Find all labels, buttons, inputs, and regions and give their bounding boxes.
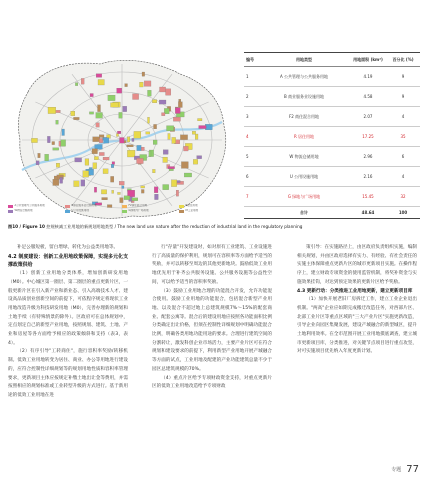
land-parcel	[148, 117, 150, 123]
legend-swatch	[8, 205, 13, 208]
text-column-3	[297, 244, 417, 357]
land-parcel	[93, 137, 100, 142]
land-parcel	[166, 89, 171, 96]
map-legend	[8, 204, 236, 213]
land-parcel	[96, 74, 102, 78]
legend-item	[65, 204, 122, 208]
land-parcel	[163, 157, 168, 162]
land-parcel	[111, 103, 119, 107]
land-parcel	[96, 123, 100, 127]
land-parcel	[167, 126, 174, 131]
land-parcel	[108, 95, 115, 101]
legend-item	[179, 204, 236, 208]
table-row	[244, 167, 420, 187]
land-parcel	[176, 190, 179, 196]
land-parcel	[60, 177, 63, 183]
land-parcel	[75, 158, 82, 162]
land-parcel	[184, 146, 189, 151]
land-parcel	[103, 157, 109, 160]
figure-caption	[8, 224, 308, 229]
table-row	[244, 107, 420, 127]
land-parcel	[56, 163, 60, 167]
land-parcel	[148, 90, 152, 96]
land-parcel	[155, 194, 159, 200]
table-row	[244, 127, 420, 147]
legend-item	[8, 204, 65, 208]
legend-swatch	[65, 210, 70, 213]
land-parcel	[93, 163, 97, 169]
land-parcel	[144, 81, 151, 87]
land-parcel	[122, 186, 124, 189]
legend-item	[8, 209, 65, 213]
row-number: 6	[244, 167, 258, 187]
section-heading: 4.3 更新行动：分类推进工业用地更新，建立更新项目库	[297, 288, 413, 294]
land-parcel	[134, 131, 141, 138]
table-total-row	[244, 207, 420, 219]
land-parcel	[31, 138, 37, 142]
row-land-type: A 公共管理与公共服务用地	[258, 67, 350, 87]
row-land-type: U 公用设施用地	[258, 167, 350, 187]
land-parcel	[47, 136, 50, 143]
land-parcel	[137, 158, 144, 163]
land-parcel	[99, 138, 103, 142]
row-number: 4	[244, 127, 258, 147]
land-parcel	[173, 117, 180, 121]
row-area: 2.16	[350, 167, 386, 187]
land-parcel	[59, 141, 61, 146]
section-heading: 4.2 制度建设：创新工业用地政策保障，实现多元化支撑政策供给	[8, 253, 128, 269]
land-parcel	[133, 94, 139, 100]
land-parcel	[101, 190, 106, 194]
land-parcel	[127, 137, 130, 142]
land-parcel	[149, 151, 151, 157]
row-area: 4.58	[350, 87, 386, 107]
land-parcel	[112, 162, 115, 165]
land-use-map-svg	[8, 52, 236, 227]
land-parcel	[102, 198, 108, 200]
legend-item	[122, 209, 179, 213]
row-percent: 6	[386, 147, 420, 167]
land-use-map	[8, 52, 236, 227]
row-land-type: R 居住用地	[258, 127, 350, 147]
land-parcel	[74, 181, 80, 187]
row-area: 15.45	[350, 187, 386, 207]
row-percent: 32	[386, 187, 420, 207]
land-parcel	[120, 198, 124, 203]
land-parcel	[154, 187, 158, 193]
land-parcel	[163, 150, 168, 155]
land-parcel	[123, 106, 127, 112]
land-parcel	[117, 88, 122, 93]
land-parcel	[199, 126, 207, 129]
land-parcel	[180, 135, 187, 140]
row-percent: 9	[386, 67, 420, 87]
row-area: 2.07	[350, 107, 386, 127]
header-no: 编号	[244, 53, 258, 67]
land-parcel	[38, 153, 41, 158]
land-parcel	[132, 198, 138, 201]
row-area: 4.19	[350, 67, 386, 87]
land-parcel	[98, 105, 101, 112]
land-parcel	[83, 171, 89, 177]
paragraph: 补足公服短板，留白增绿，转化为公益类用地等。	[17, 245, 119, 250]
land-parcel	[197, 156, 202, 159]
total-spacer	[244, 207, 258, 219]
row-number: 3	[244, 107, 258, 127]
row-percent: 9	[386, 87, 420, 107]
land-parcel	[137, 145, 142, 150]
land-parcel	[142, 72, 145, 76]
land-parcel	[195, 134, 198, 139]
footer-section: 专题	[391, 467, 402, 473]
land-parcel	[112, 190, 114, 193]
land-parcel	[111, 164, 114, 168]
land-parcel	[127, 145, 134, 147]
table-header-row	[244, 53, 420, 67]
total-label: 合计	[258, 207, 350, 219]
legend-swatch	[122, 205, 127, 208]
paragraph: （2）有序引导"工转商住"，施行容积率奖励/转移机制。低效工业用地转变为居住、商业、办公等用地进行建设的，应符合控制性详细规划等的规划用地性质和容积率管理要求，更新项目主体应按规定补缴土地出让金等费用，并需按照相应的规划标准或工业转型升级的方式进行。基于新用途的低效工业用地在进	[8, 349, 128, 398]
land-parcel	[45, 154, 49, 161]
row-number: 7	[244, 187, 258, 207]
page-number: 77	[406, 464, 419, 475]
land-parcel	[140, 82, 144, 87]
row-percent: 35	[386, 127, 420, 147]
land-parcel	[181, 162, 188, 169]
land-parcel	[192, 131, 196, 134]
legend-swatch	[65, 205, 70, 208]
land-parcel	[118, 192, 121, 194]
land-parcel	[119, 181, 124, 185]
land-parcel	[94, 157, 98, 160]
land-parcel	[103, 169, 108, 174]
land-parcel	[96, 113, 103, 119]
legend-swatch	[179, 205, 184, 208]
land-parcel	[85, 159, 89, 166]
row-number: 5	[244, 147, 258, 167]
land-parcel	[168, 134, 170, 140]
header-area: 用地面积 (km²)	[350, 53, 386, 67]
land-parcel	[172, 137, 176, 143]
row-number: 2	[244, 87, 258, 107]
land-parcel	[171, 180, 177, 187]
land-parcel	[160, 87, 166, 92]
land-parcel	[125, 84, 128, 87]
land-parcel	[56, 120, 59, 124]
legend-swatch	[179, 210, 184, 213]
legend-label: U公用设施用地	[71, 209, 89, 212]
paragraph: 策引导：在实施路径上，由区政府负责组织实施，编制相关规划，并由区政府选择有实力、有经验、有社会责任的实施主体保障重点更新片区的城市更新项目实施。在操作程序上，建立财政专项资金的使用监管机制，将奖补资金与实施效果挂钩，对达到预定效果的更新片区给予奖励。	[297, 245, 417, 285]
land-parcel	[127, 150, 135, 157]
land-parcel	[153, 140, 157, 145]
legend-label: M工业用地	[185, 209, 199, 212]
page-footer	[391, 465, 419, 475]
land-parcel	[94, 187, 96, 192]
land-parcel	[116, 134, 118, 137]
land-parcel	[193, 159, 198, 164]
paragraph: （3）鼓励工业用地合理的功能混合开发，允许功能混合使用。鼓励工业用地的功能混合，包括混合新型产业用地、以及混合不超过地上总建筑规模7%～15%的配套商业、配套公寓等。混合后的建设用地应按照各功能面积比例分类确定出让价格，但须在控制性详细规划中明确功能混合比例，明确各类用地功能用途的要求。合理进行建筑空间的分割转让，激发科创企业市场活力，主要产业片区可在符合规划和建设要求的前提下，利用新型产业用地开展产城融合等方面的试点，工业用地及配建的产业功能建筑总量不少于园区总建筑规模的70%。	[152, 288, 272, 372]
land-parcel	[89, 112, 93, 114]
land-parcel	[99, 135, 104, 138]
land-use-table	[244, 52, 420, 219]
land-parcel	[141, 147, 144, 151]
table-row	[244, 67, 420, 87]
table-row	[244, 87, 420, 107]
land-parcel	[56, 110, 61, 113]
land-parcel	[90, 94, 93, 97]
land-parcel	[52, 142, 55, 145]
header-percent: 百分比 (%)	[386, 53, 420, 67]
row-land-type: G 绿地与广场用地	[258, 187, 350, 207]
land-parcel	[71, 111, 75, 116]
legend-item	[65, 209, 122, 213]
land-parcel	[99, 152, 104, 155]
table-body	[244, 67, 420, 219]
legend-item	[122, 204, 179, 208]
figure-number: 图10 / Figure 10	[8, 224, 45, 229]
row-land-type: W 物流仓储用地	[258, 147, 350, 167]
land-parcel	[141, 186, 145, 188]
land-parcel	[178, 102, 182, 108]
legend-label: R居住用地	[185, 204, 198, 207]
paragraph: （1）创新工业用地分类体系，增加创新研发用地（M0）。中心城区第一圈层、第二圈层的重点更新片区，一般更新片区在引入新产业和新业态、引入高端技术人才、建设高品质创业创新空间的前提下，可依程序规定将现状工业用地改造升级为科技研发用地（M0），完善办理新的规划和土地手续（有特殊情景的除外）。区政府可在总体规划中，定点划定自己的新型产业用地，按照规划、建筑、土地、产业和房屋等各方面给予相应的政策倾斜和支持（表3，表4）。	[8, 271, 128, 346]
land-parcel	[119, 112, 123, 118]
legend-label: G绿地与广场用地	[128, 209, 149, 212]
row-land-type: B 商业服务业设施用地	[258, 87, 350, 107]
paragraph: 行"存量"开发建设时，如对原有工业建筑、工业设施进行了高质量的保护利用，规划可在容积率等方面给予适当的奖励，并可以转移至周边的其他更新地块。鼓励低效工业用地优先用于补齐公共服务设施、公共服务设施等公益性空间，可以给予适当的容积率奖励。	[152, 245, 272, 285]
land-parcel	[184, 173, 192, 177]
land-parcel	[152, 100, 157, 103]
land-parcel	[168, 167, 175, 169]
land-parcel	[104, 138, 109, 144]
paragraph: （4）重点片区给予专项财政资金支持，对重点更新片区的低效工业用地改造给予专项财政	[152, 375, 272, 390]
land-parcel	[48, 107, 56, 114]
text-column-1	[8, 244, 128, 401]
land-parcel	[124, 196, 130, 200]
land-parcel	[132, 138, 134, 141]
land-parcel	[154, 124, 157, 128]
row-percent: 4	[386, 167, 420, 187]
legend-label: B商业服务业设施用地	[71, 204, 97, 207]
land-parcel	[162, 113, 166, 116]
row-area: 2.96	[350, 147, 386, 167]
text-column-2	[152, 244, 272, 392]
land-parcel	[74, 117, 80, 120]
legend-item	[179, 209, 236, 213]
row-percent: 4	[386, 107, 420, 127]
table-row	[244, 147, 420, 167]
header-type: 用地类型	[258, 53, 350, 67]
land-parcel	[62, 129, 65, 136]
total-percent: 100	[386, 207, 420, 219]
legend-label: A公共管理与公共服务用地	[14, 204, 45, 207]
land-parcel	[153, 169, 156, 173]
land-parcel	[61, 140, 66, 147]
land-parcel	[159, 100, 166, 104]
total-area: 48.64	[350, 207, 386, 219]
land-parcel	[98, 80, 104, 86]
land-parcel	[146, 132, 150, 134]
land-parcel	[111, 176, 114, 182]
legend-swatch	[8, 210, 13, 213]
figure-caption-text: 控规核减工业用地的新规划用地类型 / The new land use nature after the reduction of industrial land in the regulatory planning	[46, 224, 303, 229]
land-parcel	[81, 180, 85, 186]
land-parcel	[117, 131, 121, 134]
legend-swatch	[122, 210, 127, 213]
land-parcel	[36, 161, 39, 165]
land-parcel	[75, 83, 78, 86]
land-parcel	[120, 138, 125, 144]
land-parcel	[92, 149, 98, 154]
land-parcel	[175, 108, 180, 114]
paragraph: （1）加快开展老旧厂房拆迁工作，建立工业企业退出机制。"两高"企业应如期完成搬迁改造任务，对西部片区、北部工业片区等重点区域的"三大产业片区"实施更新改造，引导企业向园区集聚发展，建设产城融合的新型城区，提升土地利用效率。在全市范围开展工业用地摸底调查，建立城市更新项目库，分类推进，对关键节点项目进行重点攻坚，对可实施项目优先纳入年度更新计划。	[297, 297, 417, 355]
row-area: 17.25	[350, 127, 386, 147]
row-number: 1	[244, 67, 258, 87]
legend-label: F2商住混合用地	[128, 204, 148, 207]
table-row	[244, 187, 420, 207]
row-land-type: F2 商住混合用地	[258, 107, 350, 127]
land-parcel	[163, 185, 169, 190]
legend-label: W物流仓储用地	[14, 209, 33, 212]
land-parcel	[81, 78, 84, 84]
land-parcel	[53, 148, 59, 151]
land-parcel	[141, 190, 144, 194]
land-parcel	[53, 179, 59, 185]
land-parcel	[198, 119, 203, 121]
land-parcel	[169, 169, 174, 171]
